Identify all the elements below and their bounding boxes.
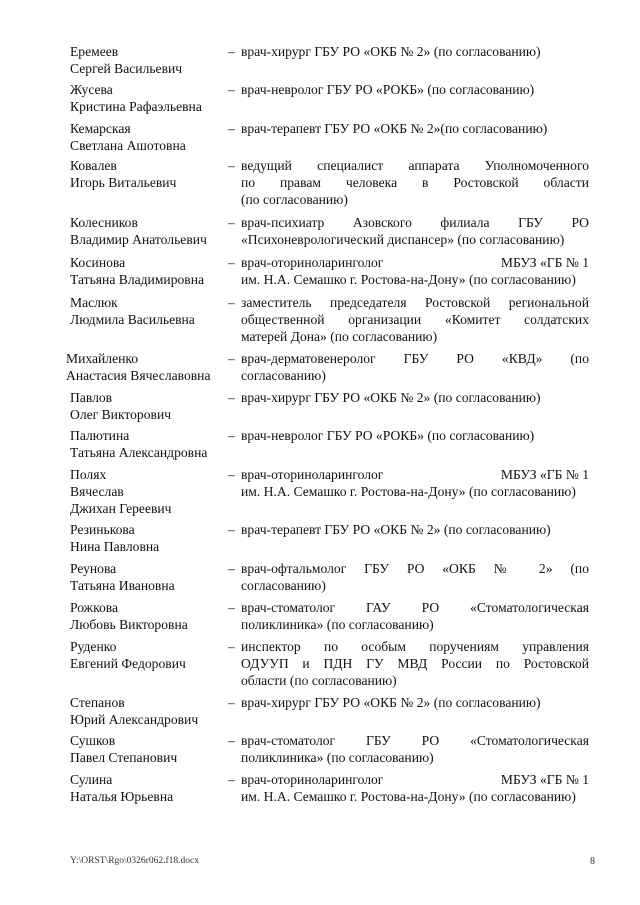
member-position [241, 638, 589, 689]
separator-dash: – [228, 561, 235, 576]
member-name [70, 157, 228, 191]
member-position-line: врач-стоматолог ГАУ РО «Стоматологическая [241, 600, 589, 615]
member-position-line: ведущий специалист аппарата Уполномоченного [241, 158, 589, 173]
separator-dash: – [228, 600, 235, 615]
member-position-line: врач-терапевт ГБУ РО «ОКБ № 2»(по согласованию) [241, 121, 548, 136]
member-position [241, 43, 589, 60]
member-position-line: ОДУУП и ПДН ГУ МВД России по Ростовской [241, 656, 589, 671]
member-position-line: «Психоневрологический диспансер» (по согласованию) [241, 232, 565, 247]
member-position-line: им. Н.А. Семашко г. Ростова-на-Дону» (по согласованию) [241, 484, 576, 499]
member-name-line: Людмила Васильевна [70, 312, 195, 327]
member-position-line: поликлиника» (по согласованию) [241, 617, 434, 632]
member-position-line: врач-хирург ГБУ РО «ОКБ № 2» (по согласованию) [241, 390, 541, 405]
member-position-line: поликлиника» (по согласованию) [241, 750, 434, 765]
member-position-line: врач-хирург ГБУ РО «ОКБ № 2» (по согласованию) [241, 44, 541, 59]
member-name-line: Нина Павловна [70, 539, 160, 554]
member-position [241, 466, 589, 500]
member-name-line: Павлов [70, 390, 113, 405]
member-name-line: Рожкова [70, 600, 119, 615]
member-position-line: по правам человека в Ростовской области [241, 175, 589, 190]
member-name-line: Игорь Витальевич [70, 175, 177, 190]
member-position-part: врач-оториноларинголог [241, 255, 384, 270]
page-number: 8 [590, 856, 595, 867]
member-name-line: Павел Степанович [70, 750, 178, 765]
member-position [241, 214, 589, 248]
member-name [70, 694, 228, 728]
member-position [241, 599, 589, 633]
member-position-part: МБУЗ «ГБ № 1 [500, 467, 589, 482]
member-position-line: врач-невролог ГБУ РО «РОКБ» (по согласованию) [241, 428, 535, 443]
member-position [241, 254, 589, 288]
member-position-line: врач-терапевт ГБУ РО «ОКБ № 2» (по согласованию) [241, 522, 551, 537]
member-position-part: врач-оториноларинголог [241, 467, 384, 482]
member-name [70, 389, 228, 423]
member-name [66, 350, 224, 384]
member-position [241, 427, 589, 444]
member-position [241, 560, 589, 594]
member-name-line: Любовь Викторовна [70, 617, 188, 632]
member-position-line: общественной организации «Комитет солдатских [241, 312, 589, 327]
member-name-line: Степанов [70, 695, 125, 710]
member-name-line: Руденко [70, 639, 117, 654]
member-name [70, 599, 228, 633]
member-name-line: Олег Викторович [70, 407, 172, 422]
member-position-line: (по согласованию) [241, 192, 348, 207]
member-position-line: врач-стоматолог ГБУ РО «Стоматологическая [241, 733, 589, 748]
member-position-line: инспектор по особым поручениям управления [241, 639, 589, 654]
member-name [70, 214, 228, 248]
separator-dash: – [228, 522, 235, 537]
member-name [70, 427, 228, 461]
member-position-part: врач-оториноларинголог [241, 772, 384, 787]
separator-dash: – [228, 121, 235, 136]
separator-dash: – [228, 390, 235, 405]
separator-dash: – [228, 295, 235, 310]
member-position [241, 157, 589, 208]
member-name-line: Светлана Ашотовна [70, 138, 186, 153]
member-position-line: согласованию) [241, 368, 326, 383]
member-name-line: Реунова [70, 561, 117, 576]
member-position-line: врач-офтальмолог ГБУ РО «ОКБ № 2» (по [241, 561, 589, 576]
separator-dash: – [228, 351, 235, 366]
member-position-line: согласованию) [241, 578, 326, 593]
member-position-line: заместитель председателя Ростовской региональной [241, 295, 589, 310]
member-name [70, 638, 228, 672]
member-position-line: врач-дерматовенеролог ГБУ РО «КВД» (по [241, 351, 589, 366]
member-name [70, 521, 228, 555]
member-name-line: Юрий Александрович [70, 712, 199, 727]
member-position [241, 81, 589, 98]
separator-dash: – [228, 82, 235, 97]
member-position [241, 350, 589, 384]
separator-dash: – [228, 158, 235, 173]
member-position [241, 694, 589, 711]
member-name-line: Резинькова [70, 522, 135, 537]
member-name-line: Палютина [70, 428, 130, 443]
member-name-line: Колесников [70, 215, 138, 230]
separator-dash: – [228, 428, 235, 443]
member-name [70, 560, 228, 594]
separator-dash: – [228, 695, 235, 710]
member-name-line: Кемарская [70, 121, 131, 136]
member-name-line: Владимир Анатольевич [70, 232, 207, 247]
footer-file-path: Y:\ORST\Rgo\0326r062.f18.docx [70, 856, 199, 866]
member-name-line: Джихан Гереевич [70, 501, 172, 516]
separator-dash: – [228, 44, 235, 59]
member-name-line: Вячеслав [70, 484, 124, 499]
member-name-line: Еремеев [70, 44, 119, 59]
member-name [70, 732, 228, 766]
member-position-line [241, 771, 589, 788]
member-position-part: МБУЗ «ГБ № 1 [500, 255, 589, 270]
member-name [70, 771, 228, 805]
member-name-line: Сулина [70, 772, 113, 787]
member-position-line [241, 254, 589, 271]
member-name-line: Жусева [70, 82, 113, 97]
member-position [241, 771, 589, 805]
separator-dash: – [228, 772, 235, 787]
member-name-line: Михайленко [66, 351, 139, 366]
member-position-part: МБУЗ «ГБ № 1 [500, 772, 589, 787]
member-name [70, 254, 228, 288]
member-name-line: Сергей Васильевич [70, 61, 183, 76]
member-position-line: области (по согласованию) [241, 673, 397, 688]
member-name-line: Татьяна Ивановна [70, 578, 175, 593]
separator-dash: – [228, 639, 235, 654]
member-name-line: Косинова [70, 255, 126, 270]
member-name [70, 120, 228, 154]
member-name-line: Анастасия Вячеславовна [66, 368, 211, 383]
member-position [241, 521, 589, 538]
member-name [70, 43, 228, 77]
member-name-line: Наталья Юрьевна [70, 789, 174, 804]
member-position-line: им. Н.А. Семашко г. Ростова-на-Дону» (по согласованию) [241, 789, 576, 804]
member-position-line: врач-психиатр Азовского филиала ГБУ РО [241, 215, 589, 230]
member-name-line: Евгений Федорович [70, 656, 186, 671]
member-position [241, 120, 589, 137]
member-position-line: матерей Дона» (по согласованию) [241, 329, 438, 344]
member-name [70, 294, 228, 328]
member-name-line: Сушков [70, 733, 116, 748]
member-name-line: Кристина Рафаэльевна [70, 99, 202, 114]
separator-dash: – [228, 733, 235, 748]
member-position [241, 732, 589, 766]
separator-dash: – [228, 467, 235, 482]
member-name-line: Полях [70, 467, 107, 482]
member-name-line: Татьяна Александровна [70, 445, 208, 460]
member-position [241, 294, 589, 345]
separator-dash: – [228, 255, 235, 270]
member-name-line: Маслюк [70, 295, 118, 310]
member-name [70, 466, 228, 517]
member-position-line: им. Н.А. Семашко г. Ростова-на-Дону» (по согласованию) [241, 272, 576, 287]
member-name [70, 81, 228, 115]
member-position-line: врач-хирург ГБУ РО «ОКБ № 2» (по согласованию) [241, 695, 541, 710]
member-position-line [241, 466, 589, 483]
member-name-line: Татьяна Владимировна [70, 272, 205, 287]
member-position-line: врач-невролог ГБУ РО «РОКБ» (по согласованию) [241, 82, 535, 97]
member-position [241, 389, 589, 406]
separator-dash: – [228, 215, 235, 230]
member-name-line: Ковалев [70, 158, 117, 173]
